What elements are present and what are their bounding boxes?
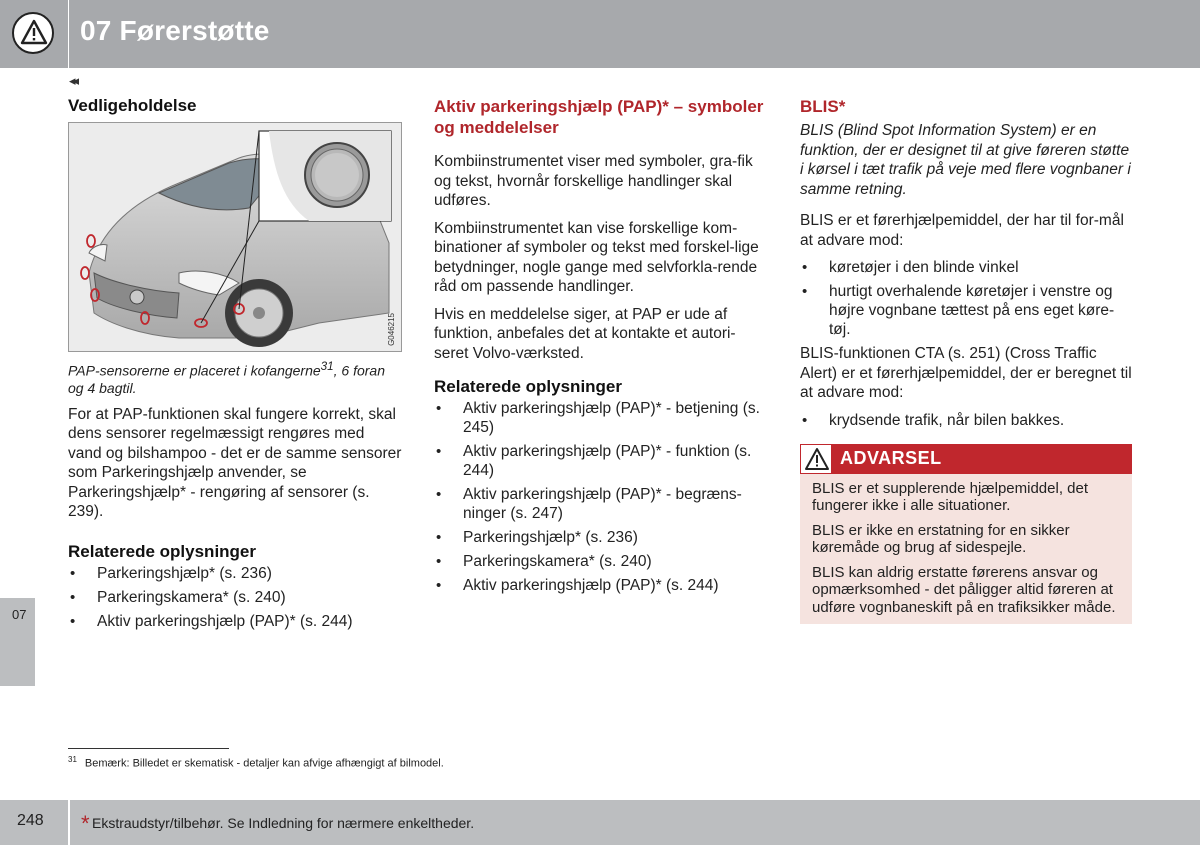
footer-text: Ekstraudstyr/tilbehør. Se Indledning for nærmere enkeltheder. (92, 815, 475, 831)
related-list (68, 564, 402, 631)
warning-label: ADVARSEL (840, 447, 942, 468)
header-icon-box (0, 0, 69, 68)
figure-code: G046215 (387, 313, 396, 346)
chapter-title: 07 Førerstøtte (80, 15, 270, 46)
list-item: • krydsende trafik, når bilen bakkes. (800, 411, 1132, 430)
related-link[interactable]: • Parkeringskamera* (s. 240) (434, 552, 764, 571)
list-item: • hurtigt overhalende køretøjer i venstre og højre vognbane tættest på ens eget køre-tøj. (800, 282, 1132, 339)
column-blis (800, 96, 1132, 624)
warning-text: BLIS er ikke en erstatning for en sikker køremåde og brug af sidespejle. (812, 521, 1070, 556)
maintenance-heading: Vedligeholdelse (68, 96, 197, 115)
related-link[interactable]: • Aktiv parkeringshjælp (PAP)* - begræns-ninger (s. 247) (434, 485, 764, 523)
car-illustration-svg (69, 123, 401, 351)
chapter-side-tab[interactable] (0, 598, 35, 686)
warning-text: BLIS kan aldrig erstatte førerens ansvar og opmærksomhed - det påligger altid føreren at udføre vognbaneskift på en trafiksikker måde. (812, 563, 1116, 616)
footnote-divider (68, 748, 229, 749)
warning-triangle-icon (12, 12, 54, 54)
pap-paragraph: Kombiinstrumentet viser med symboler, gra-fik og tekst, hvornår forskellige handlinger skal udføres. (434, 153, 753, 209)
related-link[interactable]: • Aktiv parkeringshjælp (PAP)* (s. 244) (68, 612, 402, 631)
blis-paragraph: BLIS er et førerhjælpemiddel, der har til for-mål at advare mod: (800, 212, 1124, 249)
figure-caption: PAP-sensorerne er placeret i kofangerne$^{31}$, 6 foran og 4 bagtil. (68, 360, 385, 396)
side-tab-label: 07 (12, 607, 27, 622)
maintenance-body: For at PAP-funktionen skal fungere korrekt, skal dens sensorer regelmæssigt rengøres med vand og bilshampoo - det er de samme sensorer som Parkeringshjælp anvender, se Parkeringshjælp* - rengøring af sensorer (s. 239). (68, 405, 402, 521)
car-sensor-illustration (68, 122, 402, 352)
blis-cta-paragraph: BLIS-funktionen CTA (s. 251) (Cross Traffic Alert) er et førerhjælpemiddel, der er beregnet til at advare mod: (800, 345, 1132, 401)
pap-paragraph: Kombiinstrumentet kan vise forskellige kom-binationer af symboler og tekst med forskel-lige betydninger, nogle gange med selvforkla-rende råd om passende handlinger. (434, 219, 759, 295)
warning-header (800, 444, 1132, 474)
related-list (434, 399, 764, 595)
column-pap-symbols (434, 96, 764, 600)
cta-warn-list (800, 411, 1132, 430)
asterisk-icon: * (81, 811, 90, 836)
related-link[interactable]: • Aktiv parkeringshjælp (PAP)* (s. 244) (434, 576, 764, 595)
list-item: • køretøjer i den blinde vinkel (800, 258, 1132, 277)
column-maintenance (68, 96, 402, 636)
footnote: $^{31}$ Bemærk: Billedet er skematisk - detaljer kan afvige afhængigt af bilmodel. (68, 755, 444, 770)
warning-triangle-icon (800, 444, 832, 474)
footer-bar (70, 800, 1200, 845)
related-link[interactable]: • Parkeringshjælp* (s. 236) (68, 564, 402, 583)
warning-text: BLIS er et supplerende hjælpemiddel, det fungerer ikke i alle situationer. (812, 479, 1089, 514)
page-number: 248 (17, 812, 44, 829)
chapter-header (0, 0, 1200, 68)
warning-body (800, 474, 1132, 625)
related-link[interactable]: • Aktiv parkeringshjælp (PAP)* - funktion (s. 244) (434, 442, 764, 480)
blis-heading: BLIS* (800, 97, 846, 116)
pap-symbols-heading: Aktiv parkeringshjælp (PAP)* – symboler og meddelelser (434, 97, 764, 137)
related-heading: Relaterede oplysninger (68, 541, 257, 561)
related-link[interactable]: • Aktiv parkeringshjælp (PAP)* - betjening (s. 245) (434, 399, 764, 437)
related-link[interactable]: • Parkeringshjælp* (s. 236) (434, 528, 764, 547)
page-number-box (0, 800, 68, 845)
pap-paragraph: Hvis en meddelelse siger, at PAP er ude af funktion, anbefales det at kontakte et autori-seret Volvo-værksted. (434, 305, 736, 362)
related-heading: Relaterede oplysninger (434, 377, 623, 396)
blis-warn-list (800, 258, 1132, 339)
back-arrows-icon[interactable]: ◂◂ (69, 73, 77, 88)
related-link[interactable]: • Parkeringskamera* (s. 240) (68, 588, 402, 607)
blis-intro: BLIS (Blind Spot Information System) er en funktion, der er designet til at give føreren støtte i kørsel i tæt trafik på veje med flere vognbaner i samme retning. (800, 122, 1131, 198)
